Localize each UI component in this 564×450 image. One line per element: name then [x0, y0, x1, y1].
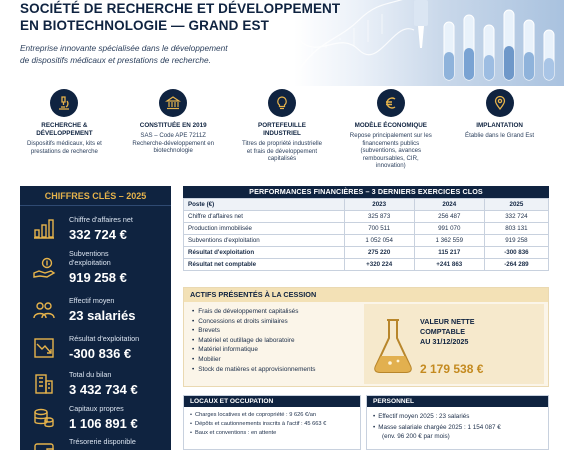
table-row	[184, 235, 549, 247]
premises-heading: LOCAUX ET OCCUPATION	[184, 396, 360, 407]
money-hand-icon	[32, 256, 56, 280]
list-item: • Concessions et droits similaires	[192, 317, 315, 327]
kpi-value: 1 106 891 €	[69, 416, 138, 431]
list-item: • Mobilier	[192, 355, 315, 365]
feature-location	[445, 86, 554, 178]
list-item: • Masse salariale chargée 2025 : 1 154 087 €	[373, 422, 542, 433]
table-row	[184, 247, 549, 259]
feature-rd	[10, 86, 119, 178]
list-item: • Dépôts et cautionnements inscrits à l'actif : 45 663 €	[190, 420, 354, 429]
row-label: Résultat d'exploitation	[184, 247, 345, 259]
table-cell: -300 836	[484, 247, 548, 259]
table-cell: 919 258	[484, 235, 548, 247]
row-label: Résultat net comptable	[184, 259, 345, 271]
kpi-label-line: d'exploitation	[69, 257, 111, 267]
map-pin-icon	[486, 89, 514, 117]
subtitle-line-2: de dispositifs médicaux et prestations de recherche.	[20, 54, 211, 65]
title-line-2: EN BIOTECHNOLOGIE — GRAND EST	[20, 18, 269, 33]
coins-icon	[32, 406, 56, 430]
nv-label-line: AU 31/12/2025	[420, 337, 469, 346]
table-cell: 256 487	[414, 211, 484, 223]
nv-label-line: VALEUR NETTE	[420, 317, 475, 326]
table-cell: +241 863	[414, 259, 484, 271]
list-item: • Matériel informatique	[192, 345, 315, 355]
kpi-value: 3 432 734 €	[69, 382, 138, 397]
bar-chart-icon	[32, 216, 56, 240]
kpi-label: Chiffre d'affaires net	[69, 215, 133, 224]
table-cell: -264 289	[484, 259, 548, 271]
kpi-label	[69, 250, 111, 267]
net-book-value-label	[420, 317, 475, 347]
column-header: Poste (€)	[184, 199, 345, 211]
row-label: Production immobilisée	[184, 223, 345, 235]
feature-title	[476, 122, 523, 130]
premises-section	[183, 395, 361, 450]
table-row	[184, 259, 549, 271]
feature-title-line: CONSTITUÉE EN 2019	[139, 122, 207, 129]
column-header: 2023	[344, 199, 414, 211]
performance-table-body	[184, 211, 549, 271]
flask-icon	[372, 316, 414, 374]
building-icon	[32, 372, 56, 396]
kpi-value: 919 258 €	[69, 270, 127, 285]
table-cell: +320 224	[344, 259, 414, 271]
bank-icon	[159, 89, 187, 117]
feature-founded	[119, 86, 228, 178]
assets-heading: ACTIFS PRÉSENTÉS À LA CESSION	[184, 288, 548, 302]
column-header: 2025	[484, 199, 548, 211]
list-item: • Effectif moyen 2025 : 23 salariés	[373, 411, 542, 422]
personnel-list	[367, 407, 548, 441]
page-subtitle	[20, 43, 260, 66]
feature-title	[36, 122, 92, 138]
nv-label-line: COMPTABLE	[420, 327, 465, 336]
feature-description: SAS – Code APE 7211Z Recherche-développement en biotechnologie	[132, 132, 215, 154]
feature-title-line: RECHERCHE &	[41, 122, 88, 129]
assets-list	[192, 307, 315, 374]
title-line-1: SOCIÉTÉ DE RECHERCHE ET DÉVELOPPEMENT	[20, 1, 341, 16]
kpi-operating-result	[20, 332, 171, 368]
list-item-note: (env. 96 200 € par mois)	[382, 433, 450, 440]
feature-economic-model	[336, 86, 445, 178]
table-cell: 700 511	[344, 223, 414, 235]
kpi-headcount	[20, 294, 171, 330]
kpi-cash	[20, 435, 171, 450]
kpi-label: Effectif moyen	[69, 296, 115, 305]
key-figures-heading	[20, 186, 171, 206]
feature-title-line: DÉVELOPPEMENT	[36, 130, 93, 137]
feature-description: Titres de propriété industrielle et frais de développement capitalisés	[241, 140, 322, 162]
column-header: 2024	[414, 199, 484, 211]
table-cell: 803 131	[484, 223, 548, 235]
kpi-value: -300 836 €	[69, 346, 132, 361]
table-cell: 332 724	[484, 211, 548, 223]
table-cell: 991 070	[414, 223, 484, 235]
assets-section	[183, 287, 549, 387]
table-row	[184, 211, 549, 223]
decline-chart-icon	[32, 336, 56, 360]
table-cell: 325 873	[344, 211, 414, 223]
page-title	[20, 0, 340, 34]
feature-title	[355, 122, 427, 130]
list-item: • Brevets	[192, 326, 315, 336]
performance-heading: PERFORMANCES FINANCIÈRES – 3 DERNIERS EXERCICES CLOS	[183, 186, 549, 198]
feature-title-line: INDUSTRIEL	[263, 130, 301, 137]
feature-title	[140, 122, 207, 130]
table-cell: 1 052 054	[344, 235, 414, 247]
kpi-value: 332 724 €	[69, 227, 127, 242]
feature-strip	[10, 86, 554, 178]
kpi-label: Résultat d'exploitation	[69, 334, 140, 343]
microscope-icon	[50, 89, 78, 117]
euro-icon	[377, 89, 405, 117]
people-icon	[32, 298, 56, 322]
net-book-value: 2 179 538 €	[420, 362, 484, 376]
row-label: Chiffre d'affaires net	[184, 211, 345, 223]
list-item: • Baux et conventions : en attente	[190, 429, 354, 438]
kpi-balance-total	[20, 368, 171, 404]
list-item: • Charges locatives et de copropriété : 9 626 €/an	[190, 411, 354, 420]
kpi-value: 23 salariés	[69, 308, 136, 323]
kpi-label: Total du bilan	[69, 370, 112, 379]
wallet-icon	[32, 439, 56, 450]
net-book-value-box	[364, 304, 544, 384]
feature-title-line: IMPLANTATION	[476, 122, 523, 129]
kpi-label: Capitaux propres	[69, 404, 124, 413]
subtitle-line-1: Entreprise innovante spécialisée dans le développement	[20, 43, 228, 53]
feature-description: Repose principalement sur les financements publics (subventions, avances remboursables, CIR, innovation)	[349, 132, 432, 169]
feature-description: Établie dans le Grand Est	[465, 132, 535, 139]
table-cell: 115 217	[414, 247, 484, 259]
performance-table	[183, 198, 549, 271]
performance-table-section	[183, 186, 549, 282]
row-label: Subventions d'exploitation	[184, 235, 345, 247]
feature-portfolio	[228, 86, 337, 178]
header	[0, 0, 564, 86]
kpi-equity	[20, 402, 171, 438]
list-item: • Frais de développement capitalisés	[192, 307, 315, 317]
table-cell: 1 362 559	[414, 235, 484, 247]
table-cell: 275 220	[344, 247, 414, 259]
kpi-subsidies	[20, 250, 171, 290]
table-header-row	[184, 199, 549, 211]
table-row	[184, 223, 549, 235]
kpi-revenue	[20, 212, 171, 248]
feature-description: Dispositifs médicaux, kits et prestations de recherche	[26, 140, 102, 155]
key-figures-title: CHIFFRES CLÉS – 2025	[44, 190, 147, 201]
personnel-section	[366, 395, 549, 450]
kpi-label-line: Subventions	[69, 249, 109, 258]
premises-list	[184, 407, 360, 438]
feature-title-line: PORTEFEUILLE	[258, 122, 306, 129]
list-item: • Matériel et outillage de laboratoire	[192, 336, 315, 346]
feature-title-line: MODÈLE ÉCONOMIQUE	[354, 122, 427, 129]
lightbulb-icon	[268, 89, 296, 117]
kpi-label: Trésorerie disponible	[69, 437, 136, 446]
list-item: • Stock de matières et approvisionnements	[192, 365, 315, 375]
personnel-heading: PERSONNEL	[367, 396, 548, 407]
feature-title	[258, 122, 306, 138]
key-figures-panel	[20, 186, 171, 450]
